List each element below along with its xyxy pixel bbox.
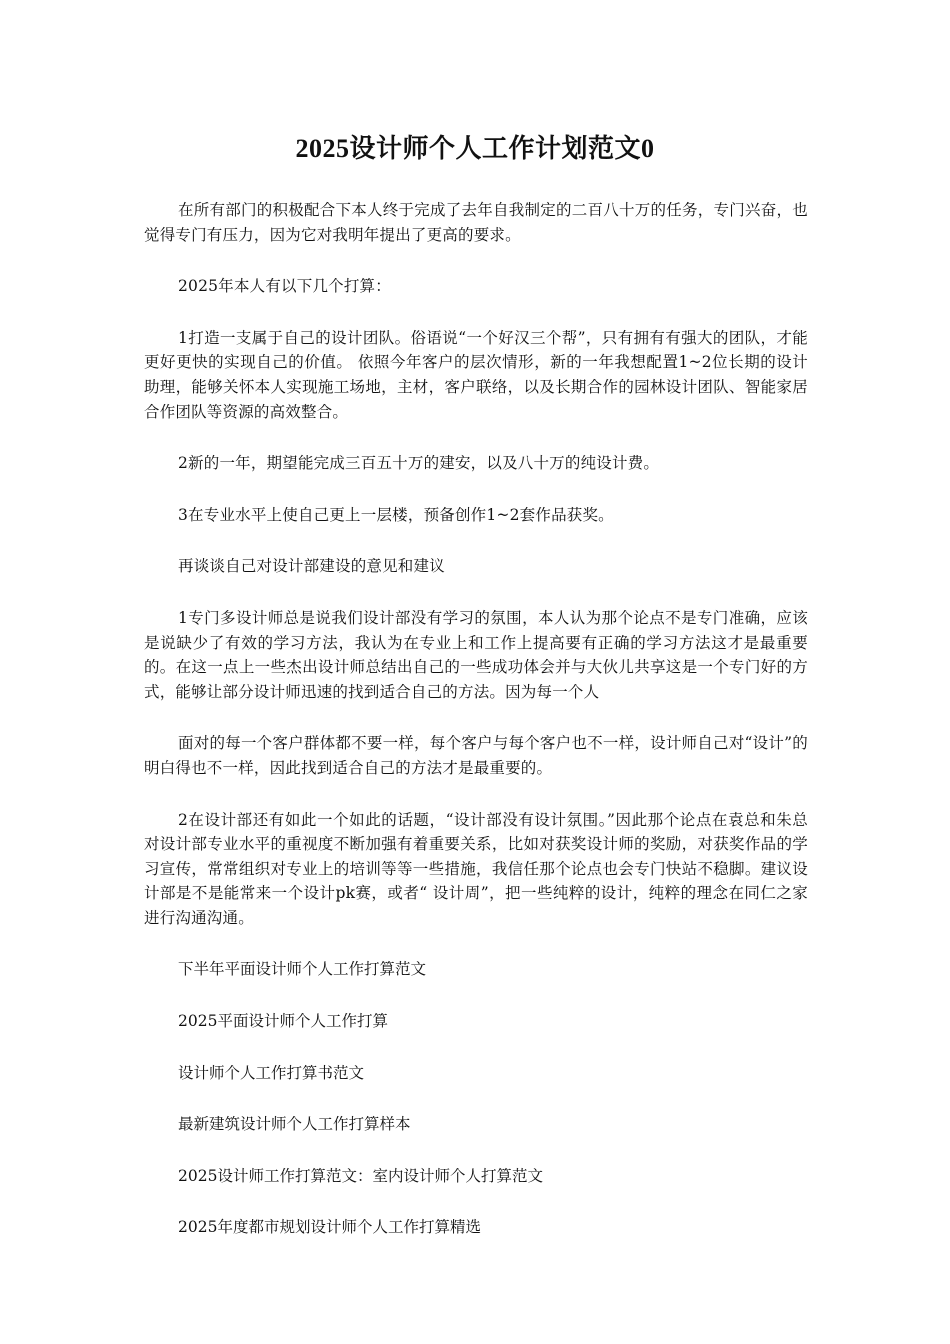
paragraph-suggestions-heading: 再谈谈自己对设计部建设的意见和建议 (178, 557, 445, 576)
paragraph-suggestion-2: 2在设计部还有如此一个如此的话题，“设计部没有设计氛围。”因此那个论点在袁总和朱总对设计部专业水平的重视度不断加强有着重要关系，比如对获奖设计师的奖励，对获奖作品的学习宣传，常常组织对专业上的培训等等一些措施，我信任那个论点也会专门快站不稳脚。建议设计部是不是能常来一个设计pk赛，或者“ 设计周”，把一些纯粹的设计，纯粹的理念在同仁之家进行沟通沟通。 (144, 810, 808, 927)
paragraph-plan-3: 3在专业水平上使自己更上一层楼，预备创作1~2套作品获奖。 (178, 505, 614, 524)
related-link[interactable]: 设计师个人工作打算书范文 (178, 1063, 365, 1082)
related-link[interactable]: 2025设计师工作打算范文：室内设计师个人打算范文 (178, 1166, 543, 1185)
related-link[interactable]: 2025年度都市规划设计师个人工作打算精选 (178, 1218, 481, 1237)
paragraph-suggestion-1-cont: 面对的每一个客户群体都不要一样，每个客户与每个客户也不一样，设计师自己对“设计”的明白得也不一样，因此找到适合自己的方法才是最重要的。 (144, 734, 808, 777)
paragraph-intro: 在所有部门的积极配合下本人终于完成了去年自我制定的二百八十万的任务，专门兴奋，也觉得专门有压力，因为它对我明年提出了更高的要求。 (144, 201, 808, 244)
related-link[interactable]: 2025平面设计师个人工作打算 (178, 1012, 388, 1031)
paragraph-plan-1: 1打造一支属于自己的设计团队。俗语说“一个好汉三个帮”，只有拥有有强大的团队，才能更好更快的实现自己的价值。 依照今年客户的层次情形，新的一年我想配置1~2位长期的设计助理，能够关怀本人实现施工场地，主材，客户联络，以及长期合作的园林设计团队、智能家居合作团队等资源的高效整合。 (144, 328, 808, 421)
document-body (144, 198, 808, 1267)
paragraph-plan-2: 2新的一年，期望能完成三百五十万的建安，以及八十万的纯设计费。 (178, 454, 660, 473)
paragraph-suggestion-1: 1专门多设计师总是说我们设计部没有学习的氛围，本人认为那个论点不是专门准确，应该是说缺少了有效的学习方法，我认为在专业上和工作上提高要有正确的学习方法这才是最重要的。在这一点上一些杰出设计师总结出自己的一些成功体会并与大伙儿共享这是一个专门好的方式，能够让部分设计师迅速的找到适合自己的方法。因为每一个人 (144, 608, 808, 701)
related-link[interactable]: 最新建筑设计师个人工作打算样本 (178, 1115, 411, 1134)
document-title: 2025设计师个人工作计划范文0 (295, 134, 655, 163)
paragraph-plans-heading: 2025年本人有以下几个打算： (178, 277, 391, 296)
related-link[interactable]: 下半年平面设计师个人工作打算范文 (178, 960, 427, 979)
